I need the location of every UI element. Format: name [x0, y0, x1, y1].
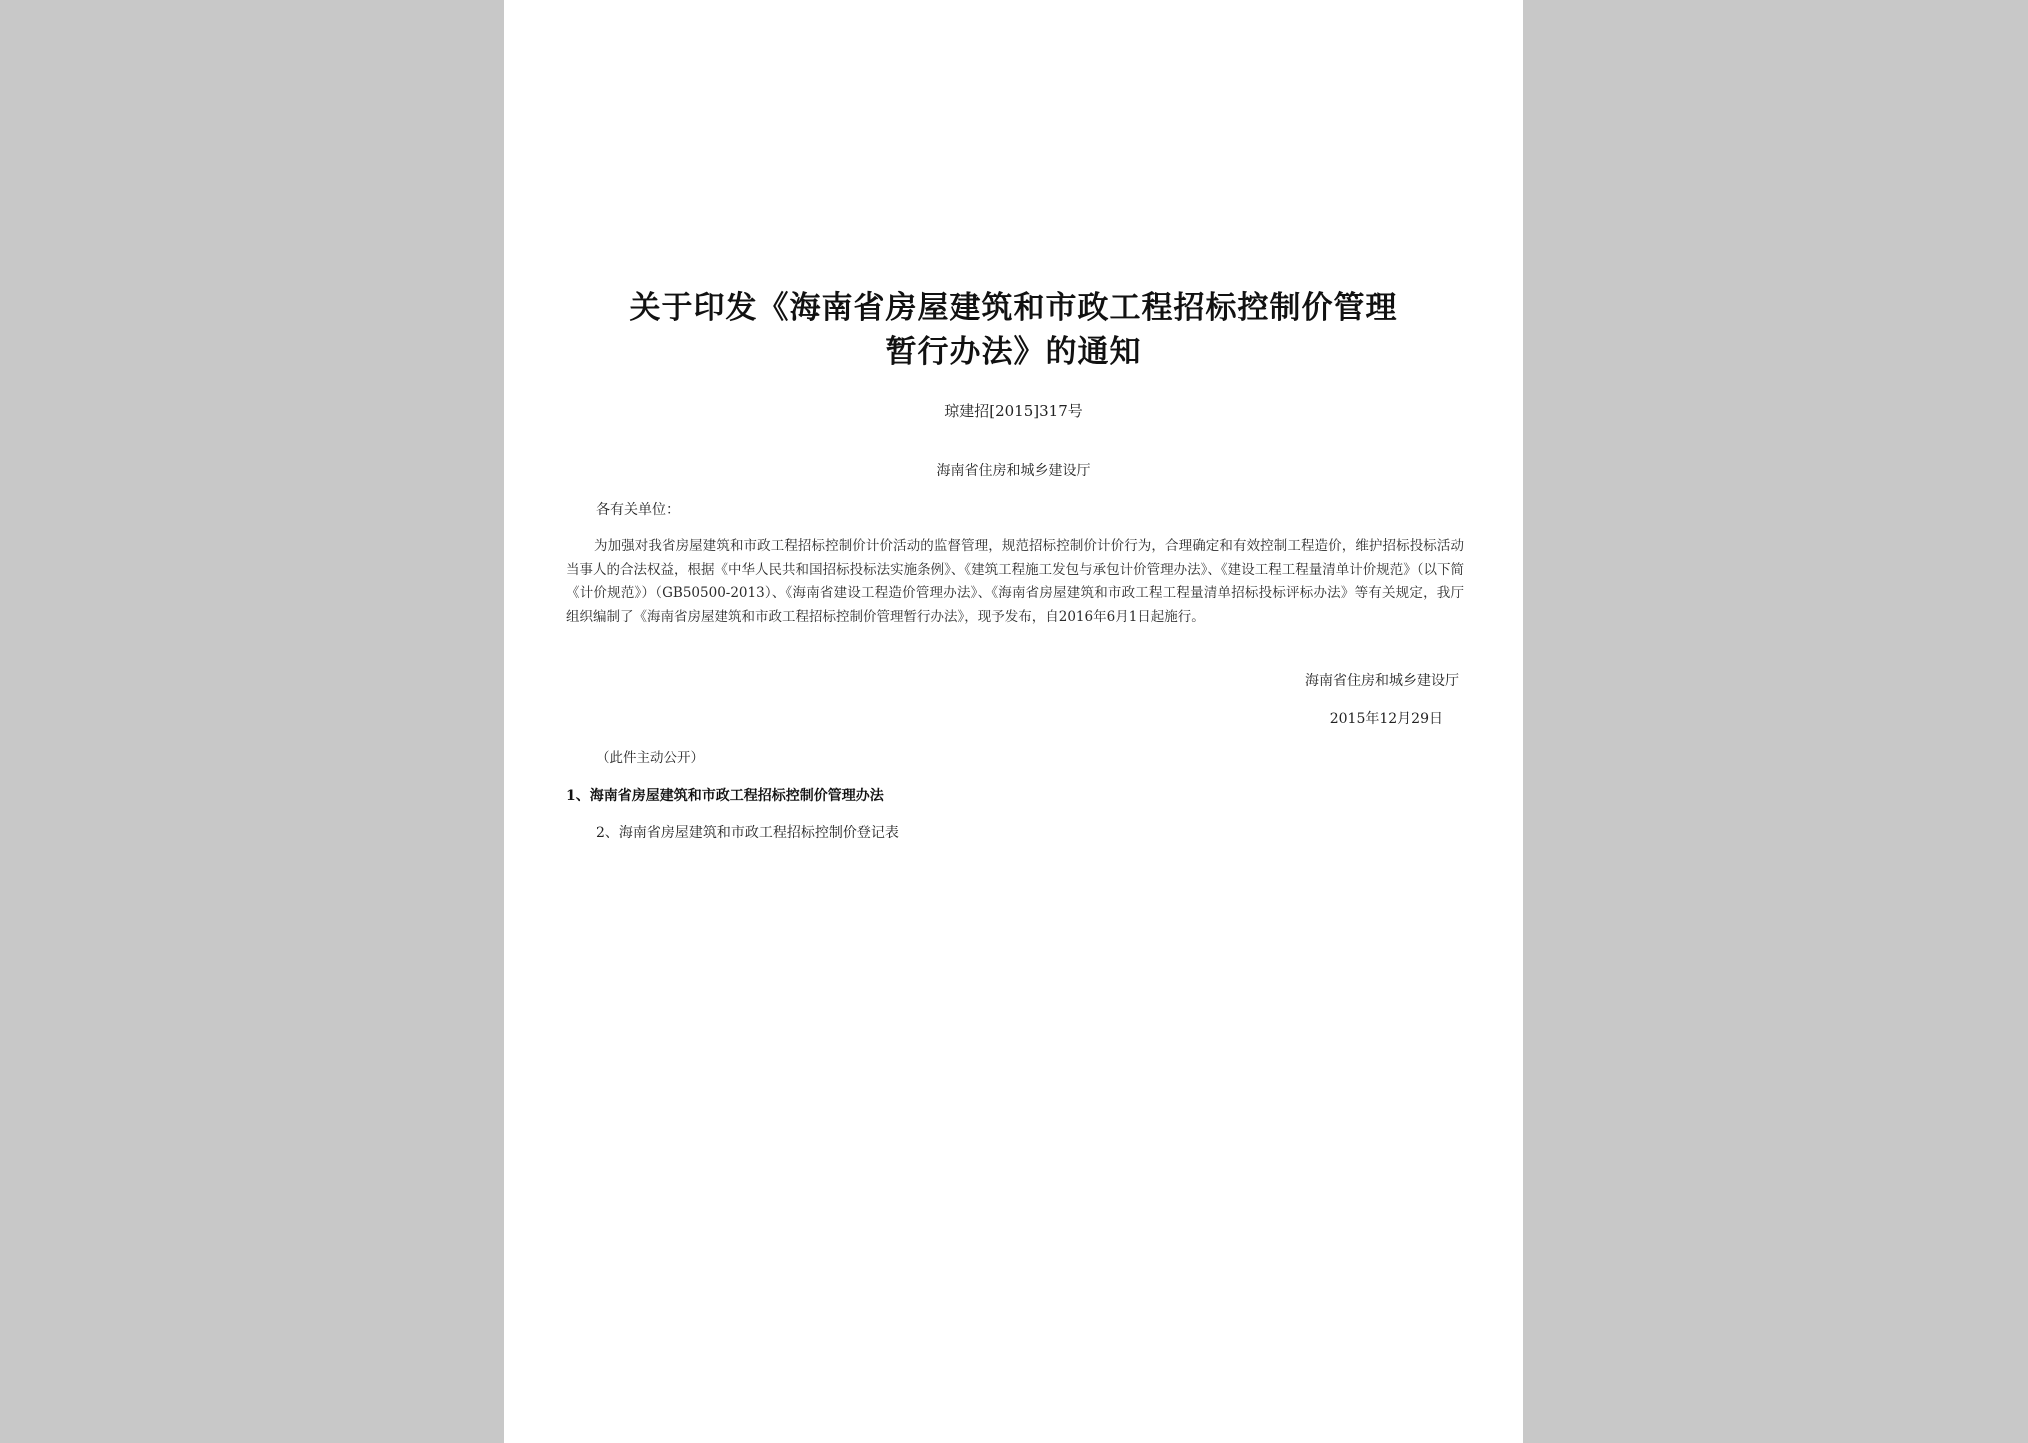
signature-date: 2015年12月29日 [1329, 711, 1443, 727]
document-title [566, 286, 1461, 374]
attachment-link-1[interactable]: 1、海南省房屋建筑和市政工程招标控制价管理办法 [566, 788, 884, 804]
salutation: 各有关单位： [596, 502, 680, 518]
title-line-1: 关于印发《海南省房屋建筑和市政工程招标控制价管理 [629, 290, 1398, 326]
signature-issuer: 海南省住房和城乡建设厅 [1305, 673, 1459, 689]
attachment-link-2[interactable]: 2、海南省房屋建筑和市政工程招标控制价登记表 [596, 825, 899, 841]
issuer-name: 海南省住房和城乡建设厅 [936, 463, 1091, 479]
document-number: 琼建招[2015]317号 [944, 402, 1083, 420]
public-disclosure-note: （此件主动公开） [596, 750, 704, 766]
body-paragraph: 为加强对我省房屋建筑和市政工程招标控制价计价活动的监督管理，规范招标控制价计价行为，合理确定和有效控制工程造价，维护招标投标活动当事人的合法权益，根据《中华人民共和国招标投标法实施条例》、《建筑工程施工发包与承包计价管理办法》、《建设工程工程量清单计价规范》（以下简《计价规范》）（GB50500-2013）、《海南省建设工程造价管理办法》、《海南省房屋建筑和市政工程工程量清单招标投标评标办法》等有关规定，我厅组织编制了《海南省房屋建筑和市政工程招标控制价管理暂行办法》，现予发布，自2016年6月1日起施行。 [566, 538, 1464, 625]
title-line-2: 暂行办法》的通知 [885, 334, 1142, 370]
document-page [504, 0, 1523, 1443]
